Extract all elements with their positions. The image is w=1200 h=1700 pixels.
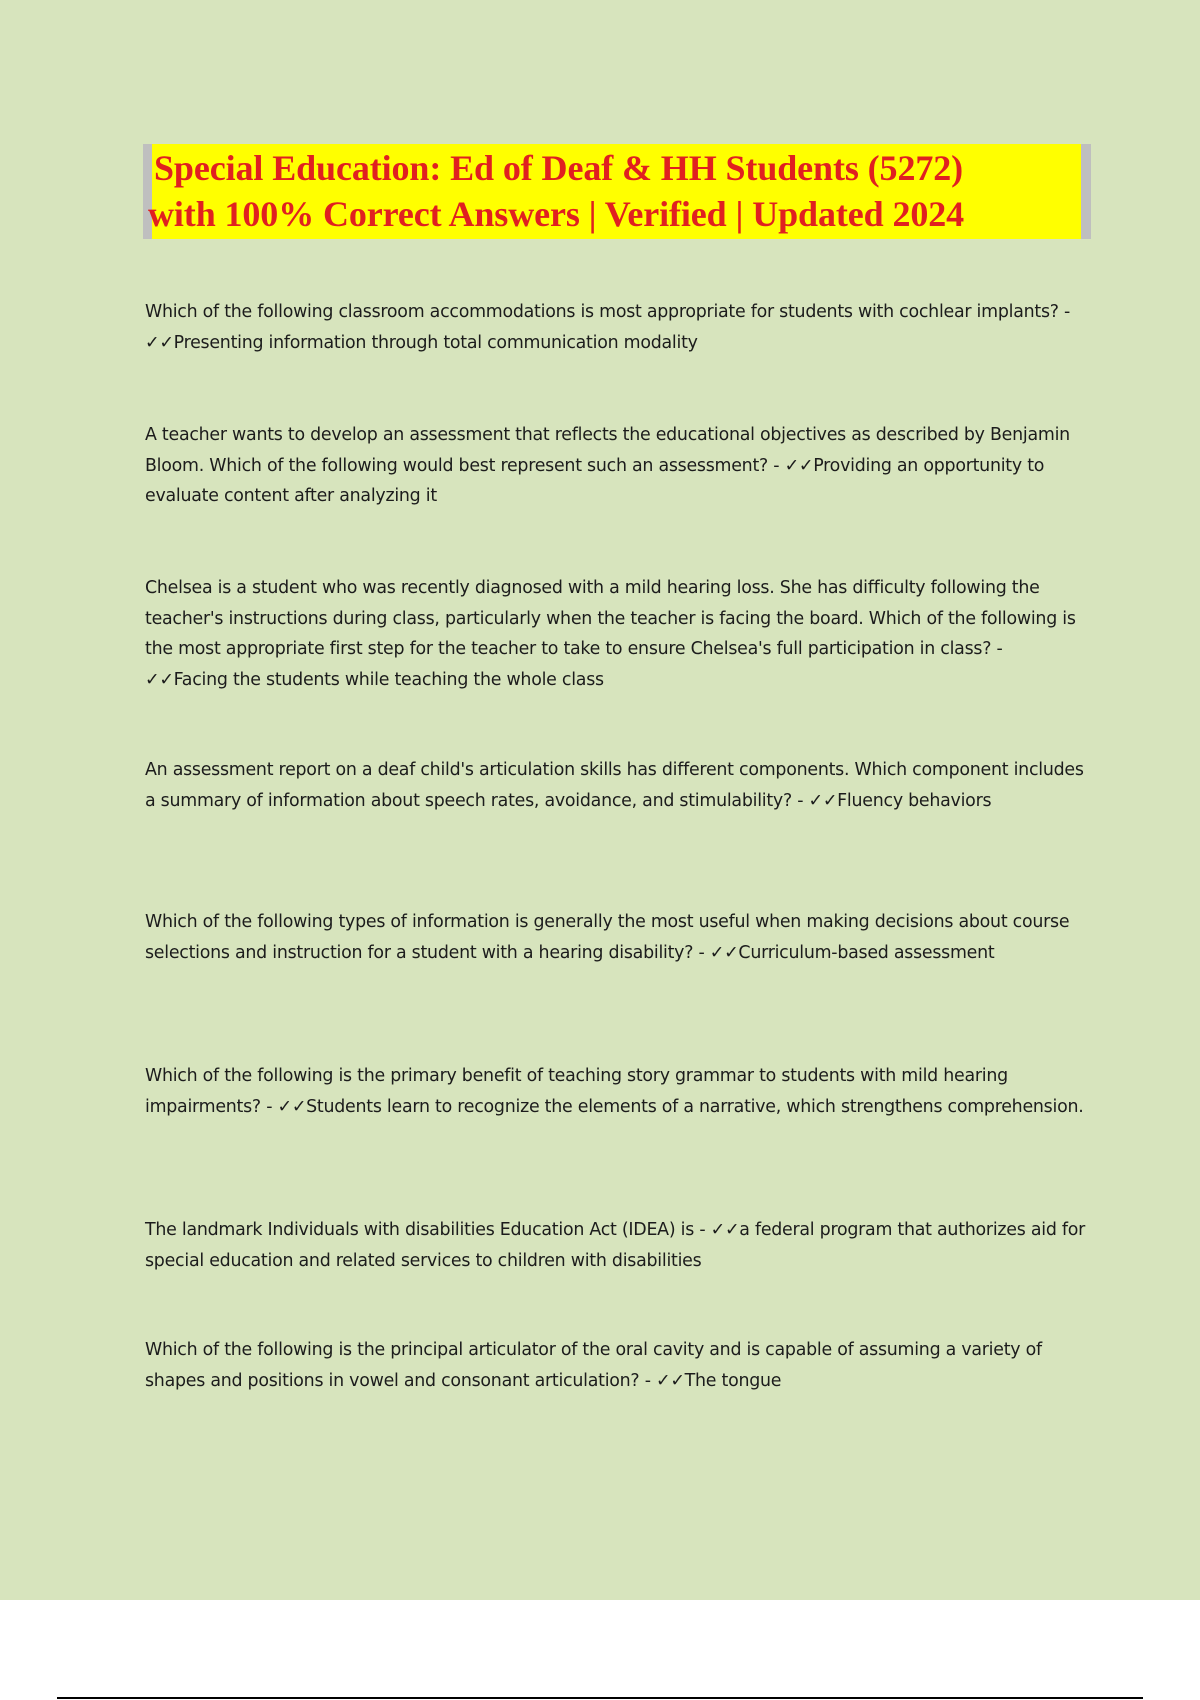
qa-item-4: An assessment report on a deaf child's articulation skills has different components. Which component includes a summary of information about speech rates, avoidance, and stimulability? - ✓✓Fluency behaviors [145, 760, 1084, 811]
document-title [143, 144, 1091, 239]
qa-item-8: Which of the following is the principal articulator of the oral cavity and is capable of assuming a variety of shapes and positions in vowel and consonant articulation? - ✓✓The tongue [145, 1340, 1042, 1391]
qa-item-1: Which of the following classroom accommodations is most appropriate for students with cochlear implants? - ✓✓Presenting information through total communication modality [145, 302, 1071, 353]
footer-divider [57, 1697, 1143, 1699]
qa-item-5: Which of the following types of information is generally the most useful when making decisions about course selections and instruction for a student with a hearing disability? - ✓✓Curriculum-based assessment [145, 912, 1070, 963]
qa-item-7: The landmark Individuals with disabilities Education Act (IDEA) is - ✓✓a federal program that authorizes aid for special education and related services to children with disabilities [145, 1220, 1086, 1271]
qa-item-6: Which of the following is the primary benefit of teaching story grammar to students with mild hearing impairments? - ✓✓Students learn to recognize the elements of a narrative, which strengthens comprehension. [145, 1066, 1084, 1117]
qa-item-3: Chelsea is a student who was recently diagnosed with a mild hearing loss. She has difficulty following the teacher's instructions during class, particularly when the teacher is facing the board. Which of the following is the most appropriate first step for the teacher to take to ensure Chelsea's full participation in class? - ✓✓Facing the students while teaching the whole class [145, 578, 1076, 690]
title-line-2: with 100% Correct Answers | Verified | Updated 2024 [148, 194, 965, 234]
qa-item-2: A teacher wants to develop an assessment that reflects the educational objectives as described by Benjamin Bloom. Which of the following would best represent such an assessment? - ✓✓Providing an opportunity to evaluate content after analyzing it [145, 425, 1070, 506]
title-line-1: Special Education: Ed of Deaf & HH Students (5272) [154, 148, 964, 188]
title-highlight [148, 144, 1081, 239]
